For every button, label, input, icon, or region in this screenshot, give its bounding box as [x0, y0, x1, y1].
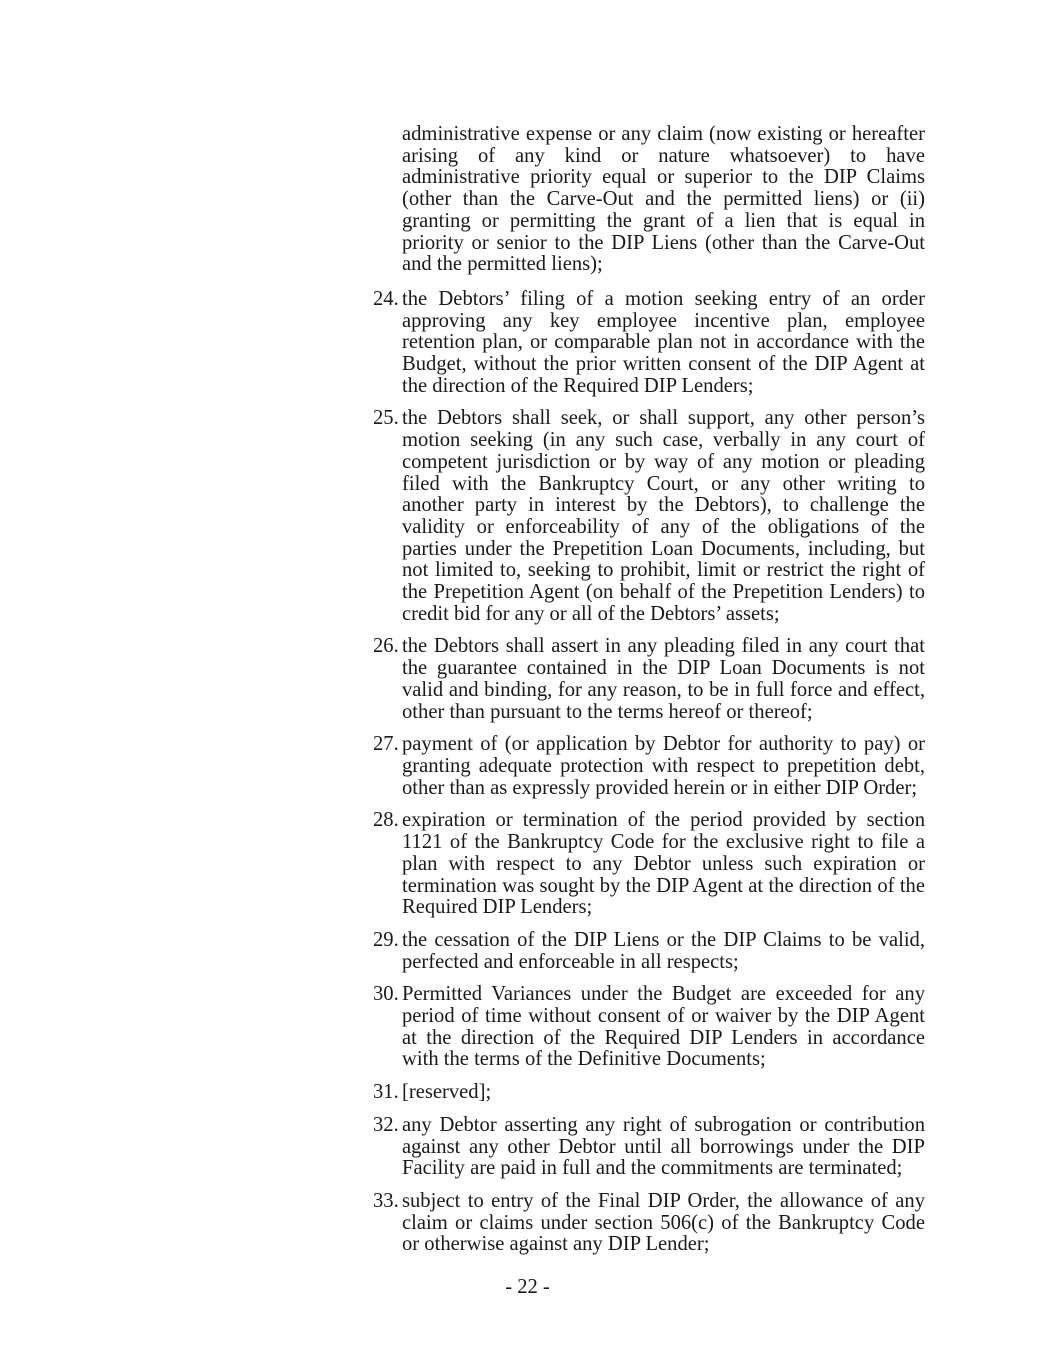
list-item-25: [373, 408, 925, 625]
list-item-text: payment of (or application by Debtor for authority to pay) or granting adequate protection with respect to prepetition debt, other than as expressly provided herein or in either DIP Order;: [402, 733, 925, 799]
list-item-31: [373, 1082, 925, 1104]
list-item-28: [373, 810, 925, 919]
list-item-text: the Debtors’ filing of a motion seeking entry of an order approving any key employee incentive plan, employee retention plan, or comparable plan not in accordance with the Budget, without the prior written consent of the DIP Agent at the direction of the Required DIP Lenders;: [402, 287, 925, 397]
list-item-text: subject to entry of the Final DIP Order, the allowance of any claim or claims under section 506(c) of the Bankruptcy Code or otherwise against any DIP Lender;: [402, 1189, 925, 1256]
list-item-number: 30.: [373, 983, 399, 1006]
list-item-number: 28.: [373, 809, 399, 832]
list-item-24: [373, 289, 925, 398]
list-item-text: the cessation of the DIP Liens or the DIP Claims to be valid, perfected and enforceable in all respects;: [402, 928, 925, 973]
list-item-text: the Debtors shall seek, or shall support, any other person’s motion seeking (in any such case, verbally in any court of competent jurisdiction or by way of any motion or pleading filed with the Bankruptcy Court, or any other writing to another party in interest by the Debtors), to challenge the validity or enforceability of any of the obligations of the parties under the Prepetition Loan Documents, including, but not limited to, seeking to prohibit, limit or restrict the right of the Prepetition Agent (on behalf of the Prepetition Lenders) to credit bid for any or all of the Debtors’ assets;: [402, 407, 925, 625]
continuation-paragraph: administrative expense or any claim (now existing or hereafter arising of any kind or nature whatsoever) to have administrative priority equal or superior to the DIP Claims (other than the Carve-Out and the permitted liens) or (ii) granting or permitting the grant of a lien that is equal in priority or senior to the DIP Liens (other than the Carve-Out and the permitted liens);: [402, 123, 925, 276]
list-item-30: [373, 984, 925, 1071]
list-item-number: 32.: [373, 1113, 399, 1136]
list-item-32: [373, 1115, 925, 1180]
list-item-29: [373, 930, 925, 973]
page-number: - 22 -: [505, 1276, 550, 1298]
list-item-text: [reserved];: [402, 1081, 492, 1104]
list-item-number: 24.: [373, 287, 399, 310]
list-item-number: 26.: [373, 635, 399, 658]
list-item-text: expiration or termination of the period provided by section 1121 of the Bankruptcy Code for the exclusive right to file a plan with respect to any Debtor unless such expiration or termination was sought by the DIP Agent at the direction of the Required DIP Lenders;: [402, 809, 925, 919]
list-item-text: the Debtors shall assert in any pleading filed in any court that the guarantee contained in the DIP Loan Documents is not valid and binding, for any reason, to be in full force and effect, other than pursuant to the terms hereof or thereof;: [402, 635, 925, 723]
list-item-text: any Debtor asserting any right of subrogation or contribution against any other Debtor until all borrowings under the DIP Facility are paid in full and the commitments are terminated;: [402, 1113, 925, 1180]
list-item-26: [373, 636, 925, 723]
document-text-block: [373, 124, 925, 1267]
list-item-number: 27.: [373, 733, 399, 756]
list-item-text: Permitted Variances under the Budget are exceeded for any period of time without consent of or waiver by the DIP Agent at the direction of the Required DIP Lenders in accordance with the terms of the Definitive Documents;: [402, 983, 925, 1071]
list-item-33: [373, 1191, 925, 1256]
list-item-27: [373, 734, 925, 799]
list-item-number: 31.: [373, 1081, 399, 1104]
list-item-number: 33.: [373, 1189, 399, 1212]
list-item-number: 29.: [373, 928, 399, 951]
list-item-number: 25.: [373, 407, 399, 430]
